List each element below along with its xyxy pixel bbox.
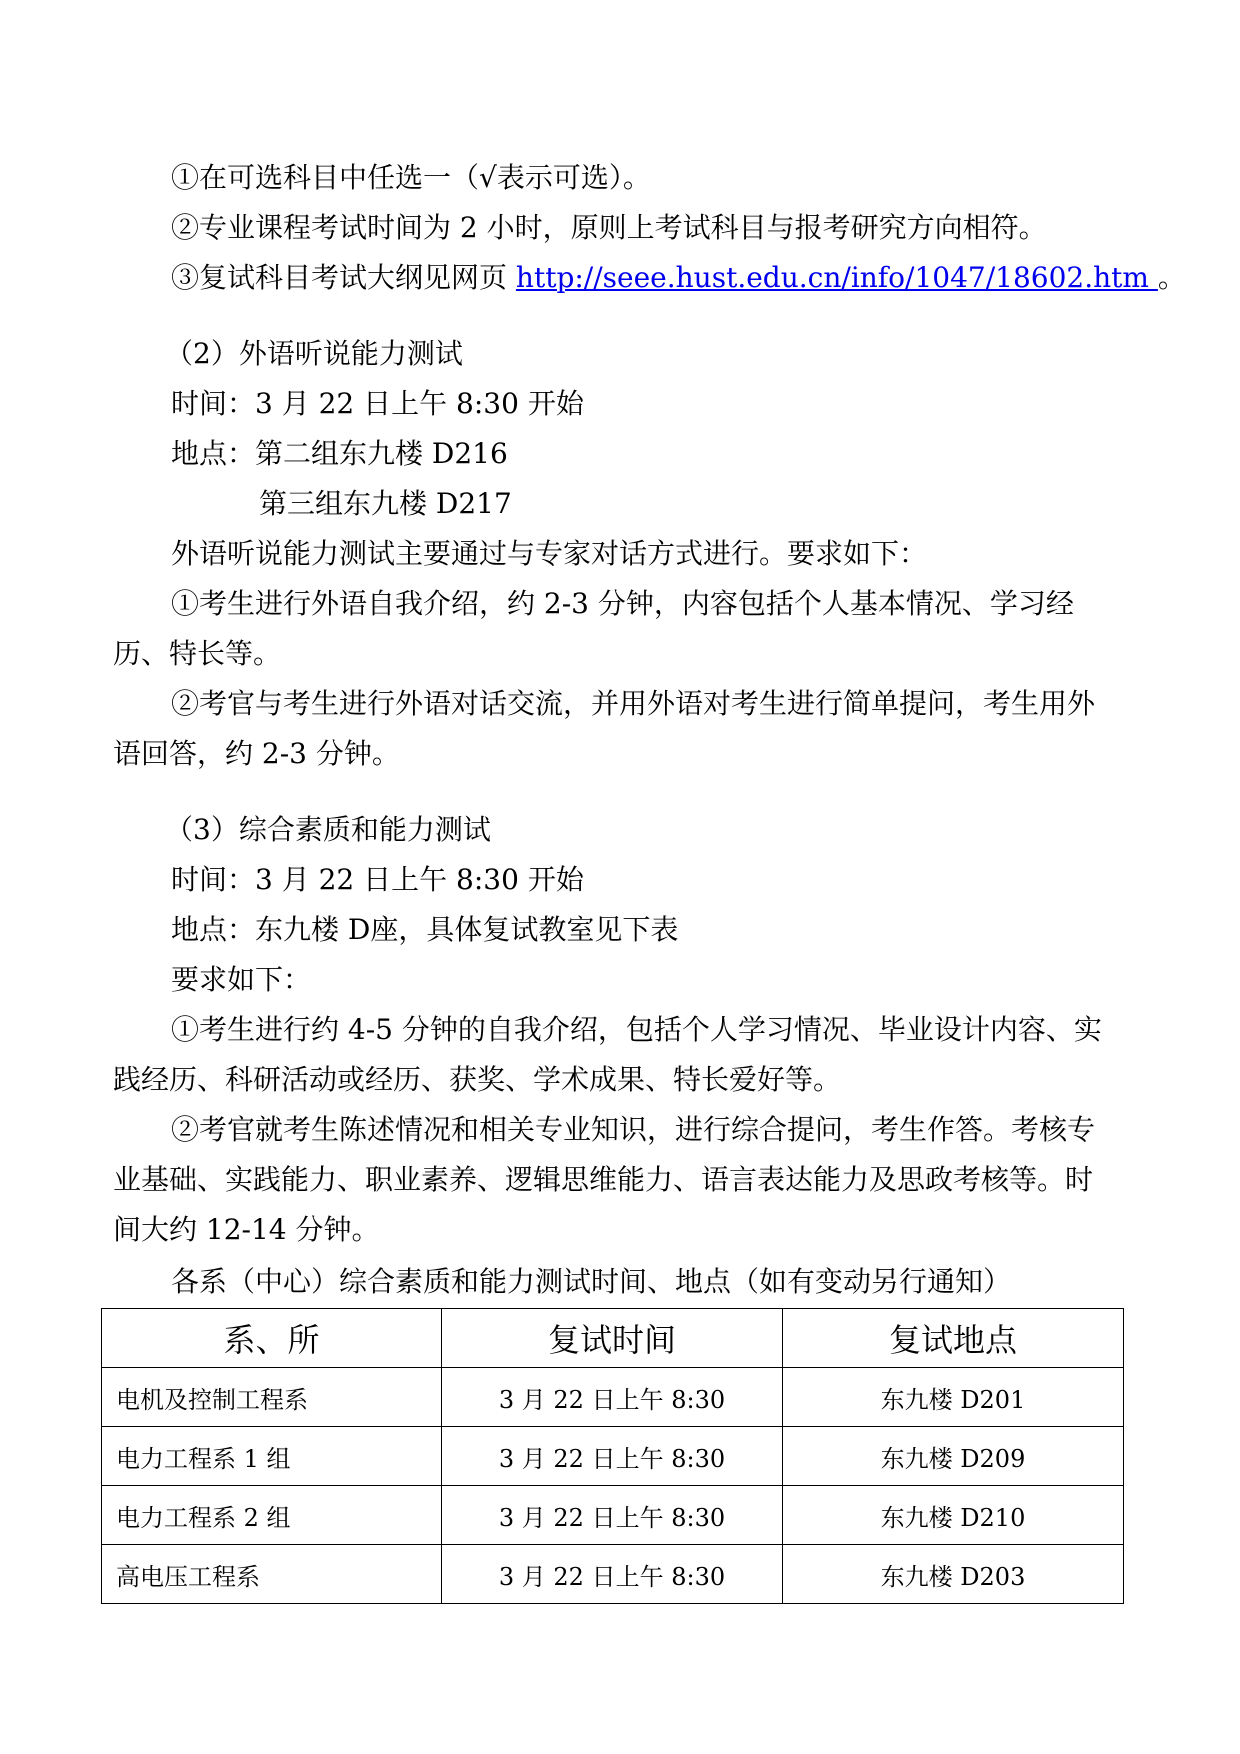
comprehensive-test-heading: （3）综合素质和能力测试 [165,813,491,846]
note-3-suffix: 。 [1157,261,1186,294]
oral-test-req-2b: 语回答，约 2-3 分钟。 [113,737,400,770]
comprehensive-test-req-1a: ①考生进行约 4-5 分钟的自我介绍，包括个人学习情况、毕业设计内容、实 [171,1013,1102,1046]
syllabus-link[interactable]: http://seee.hust.edu.cn/info/1047/18602.htm [515,261,1158,294]
cell-time: 3 月 22 日上午 8:30 [442,1545,783,1604]
table-caption: 各系（中心）综合素质和能力测试时间、地点（如有变动另行通知） [171,1265,1012,1298]
cell-time: 3 月 22 日上午 8:30 [442,1427,783,1486]
header-department: 系、所 [102,1309,442,1368]
table-row [102,1486,1124,1545]
oral-test-time: 时间：3 月 22 日上午 8:30 开始 [171,387,584,420]
cell-department: 电力工程系 2 组 [102,1486,442,1545]
comprehensive-test-req-label: 要求如下： [171,963,312,996]
oral-test-heading: （2）外语听说能力测试 [165,337,463,370]
oral-test-place-1: 地点：第二组东九楼 D216 [171,437,508,470]
cell-time: 3 月 22 日上午 8:30 [442,1368,783,1427]
comprehensive-test-req-1b: 践经历、科研活动或经历、获奖、学术成果、特长爱好等。 [113,1063,842,1096]
cell-department: 电力工程系 1 组 [102,1427,442,1486]
cell-department: 电机及控制工程系 [102,1368,442,1427]
oral-test-req-1b: 历、特长等。 [113,637,282,670]
cell-location: 东九楼 D203 [783,1545,1124,1604]
header-location: 复试地点 [783,1309,1124,1368]
comprehensive-test-place: 地点：东九楼 D座，具体复试教室见下表 [171,913,679,946]
cell-time: 3 月 22 日上午 8:30 [442,1486,783,1545]
comprehensive-test-req-2a: ②考官就考生陈述情况和相关专业知识，进行综合提问，考生作答。考核专 [171,1113,1096,1146]
note-2: ②专业课程考试时间为 2 小时，原则上考试科目与报考研究方向相符。 [171,211,1047,244]
cell-department: 高电压工程系 [102,1545,442,1604]
note-1: ①在可选科目中任选一（√表示可选）。 [171,161,651,194]
table-row [102,1545,1124,1604]
table-row [102,1427,1124,1486]
table-row [102,1368,1124,1427]
comprehensive-test-req-2b: 业基础、实践能力、职业素养、逻辑思维能力、语言表达能力及思政考核等。时 [113,1163,1094,1196]
comprehensive-test-time: 时间：3 月 22 日上午 8:30 开始 [171,863,584,896]
oral-test-place-2: 第三组东九楼 D217 [259,487,512,520]
oral-test-req-1a: ①考生进行外语自我介绍，约 2-3 分钟，内容包括个人基本情况、学习经 [171,587,1074,620]
cell-location: 东九楼 D201 [783,1368,1124,1427]
schedule-table [101,1308,1124,1604]
comprehensive-test-req-2c: 间大约 12-14 分钟。 [113,1213,380,1246]
oral-test-intro: 外语听说能力测试主要通过与专家对话方式进行。要求如下： [171,537,928,570]
table-header-row [102,1309,1124,1368]
oral-test-req-2a: ②考官与考生进行外语对话交流，并用外语对考生进行简单提问，考生用外 [171,687,1096,720]
note-3 [171,260,1186,296]
header-time: 复试时间 [442,1309,783,1368]
cell-location: 东九楼 D209 [783,1427,1124,1486]
cell-location: 东九楼 D210 [783,1486,1124,1545]
note-3-prefix: ③复试科目考试大纲见网页 [171,261,516,294]
